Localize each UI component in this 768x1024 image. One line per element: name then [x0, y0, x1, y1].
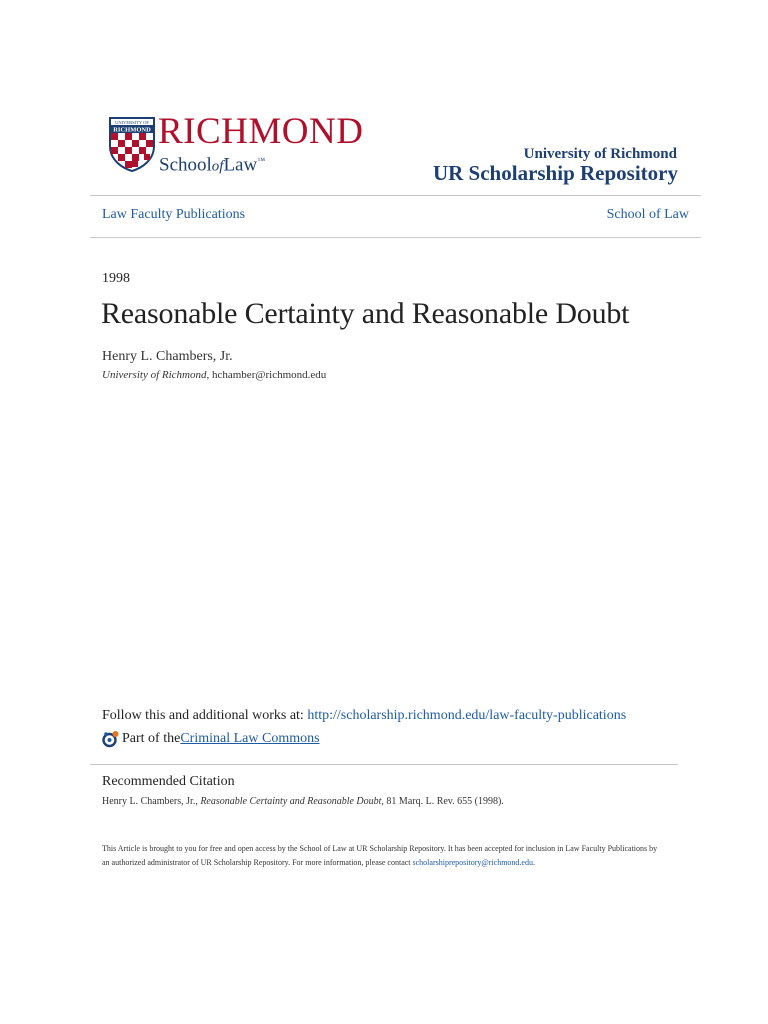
citation-title: Reasonable Certainty and Reasonable Doubt: [200, 796, 382, 807]
network-icon: [102, 730, 120, 748]
citation-text: [102, 796, 504, 807]
citation-divider: [90, 764, 678, 765]
contact-email-link[interactable]: scholarshiprepository@richmond.edu: [412, 858, 533, 867]
article-title: Reasonable Certainty and Reasonable Doubt: [101, 297, 630, 330]
nav-divider: [90, 237, 701, 238]
criminal-law-commons-link[interactable]: Criminal Law Commons: [180, 731, 320, 746]
follow-label: Follow this and additional works at:: [102, 708, 308, 723]
author-affiliation: University of Richmond, hchamber@richmond.edu: [102, 369, 327, 381]
logo-sub-school: School: [159, 154, 212, 176]
access-notice: [102, 842, 662, 870]
law-faculty-publications-link[interactable]: Law Faculty Publications: [102, 207, 246, 222]
citation-suffix: , 81 Marq. L. Rev. 655 (1998).: [381, 796, 504, 807]
shield-top-text: UNIVERSITY OF: [115, 120, 149, 125]
logo-sub-of: of: [211, 158, 224, 175]
university-shield-icon: [108, 116, 156, 172]
citation-heading: Recommended Citation: [102, 774, 235, 789]
notice-end: .: [532, 858, 535, 867]
repository-name: UR Scholarship Repository: [432, 161, 678, 185]
logo-sub-law: Law: [223, 154, 258, 176]
logo-sub-tm: ™: [257, 156, 266, 165]
header-divider: [90, 195, 701, 196]
richmond-school-of-law-logo: [108, 111, 368, 176]
citation-prefix: Henry L. Chambers, Jr.,: [102, 796, 201, 807]
repository-university: University of Richmond: [523, 146, 677, 162]
author-institution: University of Richmond: [102, 369, 207, 381]
notice-text: This Article is brought to you for free and open access by the School of Law at UR Scholarship Repository. It has been accepted for inclusion in Law Faculty Publications by an authorized administrator of UR Scholarship Repository. For more information, please contact: [102, 844, 658, 867]
author-name: Henry L. Chambers, Jr.: [102, 349, 233, 364]
school-of-law-link[interactable]: School of Law: [606, 207, 689, 222]
follow-url-link[interactable]: http://scholarship.richmond.edu/law-faculty-publications: [307, 708, 627, 723]
follow-line: [102, 708, 626, 724]
logo-subtitle: [159, 150, 265, 177]
part-of-line: [102, 730, 320, 748]
author-email: hchamber@richmond.edu: [211, 369, 327, 381]
publication-year: 1998: [102, 271, 130, 286]
logo-wordmark: RICHMOND: [158, 111, 364, 152]
part-of-label: Part of the: [122, 731, 181, 746]
shield-band-text: RICHMOND: [113, 126, 151, 134]
